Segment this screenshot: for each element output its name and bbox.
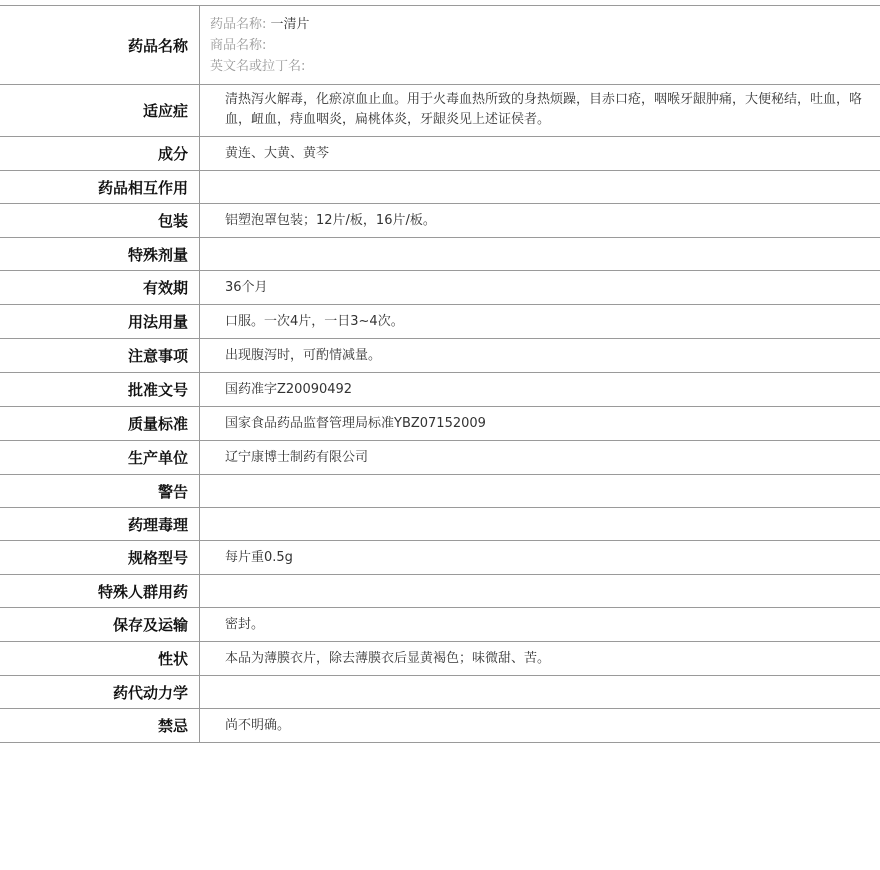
trade-name-key: 商品名称:: [210, 38, 267, 53]
row-label: 禁忌: [0, 709, 200, 742]
generic-name-value: 一清片: [270, 17, 310, 32]
row-label: 药理毒理: [0, 508, 200, 540]
row-pharmacokinetics: [0, 676, 880, 709]
row-dosage: [0, 305, 880, 339]
row-value: 国家食品药品监督管理局标准YBZ07152009: [225, 416, 486, 431]
row-value: [200, 171, 880, 203]
row-value: 出现腹泻时，可酌情减量。: [225, 348, 382, 363]
row-value: 清热泻火解毒，化瘀凉血止血。用于火毒血热所致的身热烦躁，目赤口疮，咽喉牙龈肿痛，大便秘结，吐血，咯血，衄血，痔血咽炎，扁桃体炎，牙龈炎见上述证侯者。: [225, 92, 863, 127]
row-label: 药代动力学: [0, 676, 200, 708]
row-drug-name: [0, 6, 880, 85]
row-label: 成分: [0, 137, 200, 170]
row-value: 国药准字Z20090492: [225, 382, 353, 397]
row-label: 特殊人群用药: [0, 575, 200, 607]
row-value: 口服。一次4片，一日3~4次。: [225, 314, 404, 329]
row-value: 辽宁康博士制药有限公司: [225, 450, 369, 465]
drug-info-table: [0, 5, 880, 743]
row-value: 本品为薄膜衣片，除去薄膜衣后显黄褐色；味微甜、苦。: [225, 651, 551, 666]
drug-name-cell: [200, 6, 880, 84]
row-indications: [0, 85, 880, 137]
row-value: 每片重0.5g: [225, 550, 293, 565]
generic-name-key: 药品名称:: [210, 17, 267, 32]
row-label: 特殊剂量: [0, 238, 200, 270]
row-label: 生产单位: [0, 441, 200, 474]
row-interactions: [0, 171, 880, 204]
row-label: 注意事项: [0, 339, 200, 372]
row-value: [200, 575, 880, 607]
row-label: 警告: [0, 475, 200, 507]
row-storage: [0, 608, 880, 642]
row-packaging: [0, 204, 880, 238]
row-label: 批准文号: [0, 373, 200, 406]
row-value: [200, 475, 880, 507]
row-value: 密封。: [225, 617, 265, 632]
row-label: 用法用量: [0, 305, 200, 338]
row-specification: [0, 541, 880, 575]
row-label: 包装: [0, 204, 200, 237]
row-label: 药品名称: [0, 6, 200, 84]
row-manufacturer: [0, 441, 880, 475]
row-label: 药品相互作用: [0, 171, 200, 203]
row-label: 规格型号: [0, 541, 200, 574]
row-ingredients: [0, 137, 880, 171]
row-warning: [0, 475, 880, 508]
row-label: 有效期: [0, 271, 200, 304]
row-value: 尚不明确。: [225, 718, 291, 733]
row-special-populations: [0, 575, 880, 608]
row-value: [200, 238, 880, 270]
row-approval-number: [0, 373, 880, 407]
row-special-dosage: [0, 238, 880, 271]
row-value: 铝塑泡罩包装；12片/板，16片/板。: [225, 213, 436, 228]
row-value: [200, 508, 880, 540]
row-label: 适应症: [0, 85, 200, 136]
row-value: 黄连、大黄、黄芩: [225, 146, 330, 161]
row-label: 质量标准: [0, 407, 200, 440]
english-name-key: 英文名或拉丁名:: [210, 59, 306, 74]
row-shelf-life: [0, 271, 880, 305]
trade-name-line: [210, 35, 870, 56]
generic-name-line: [210, 14, 870, 35]
row-quality-standard: [0, 407, 880, 441]
row-value: [200, 676, 880, 708]
row-precautions: [0, 339, 880, 373]
english-name-line: [210, 56, 870, 77]
row-label: 保存及运输: [0, 608, 200, 641]
row-label: 性状: [0, 642, 200, 675]
row-description: [0, 642, 880, 676]
row-value: 36个月: [225, 280, 268, 295]
row-pharmacology: [0, 508, 880, 541]
row-contraindications: [0, 709, 880, 743]
